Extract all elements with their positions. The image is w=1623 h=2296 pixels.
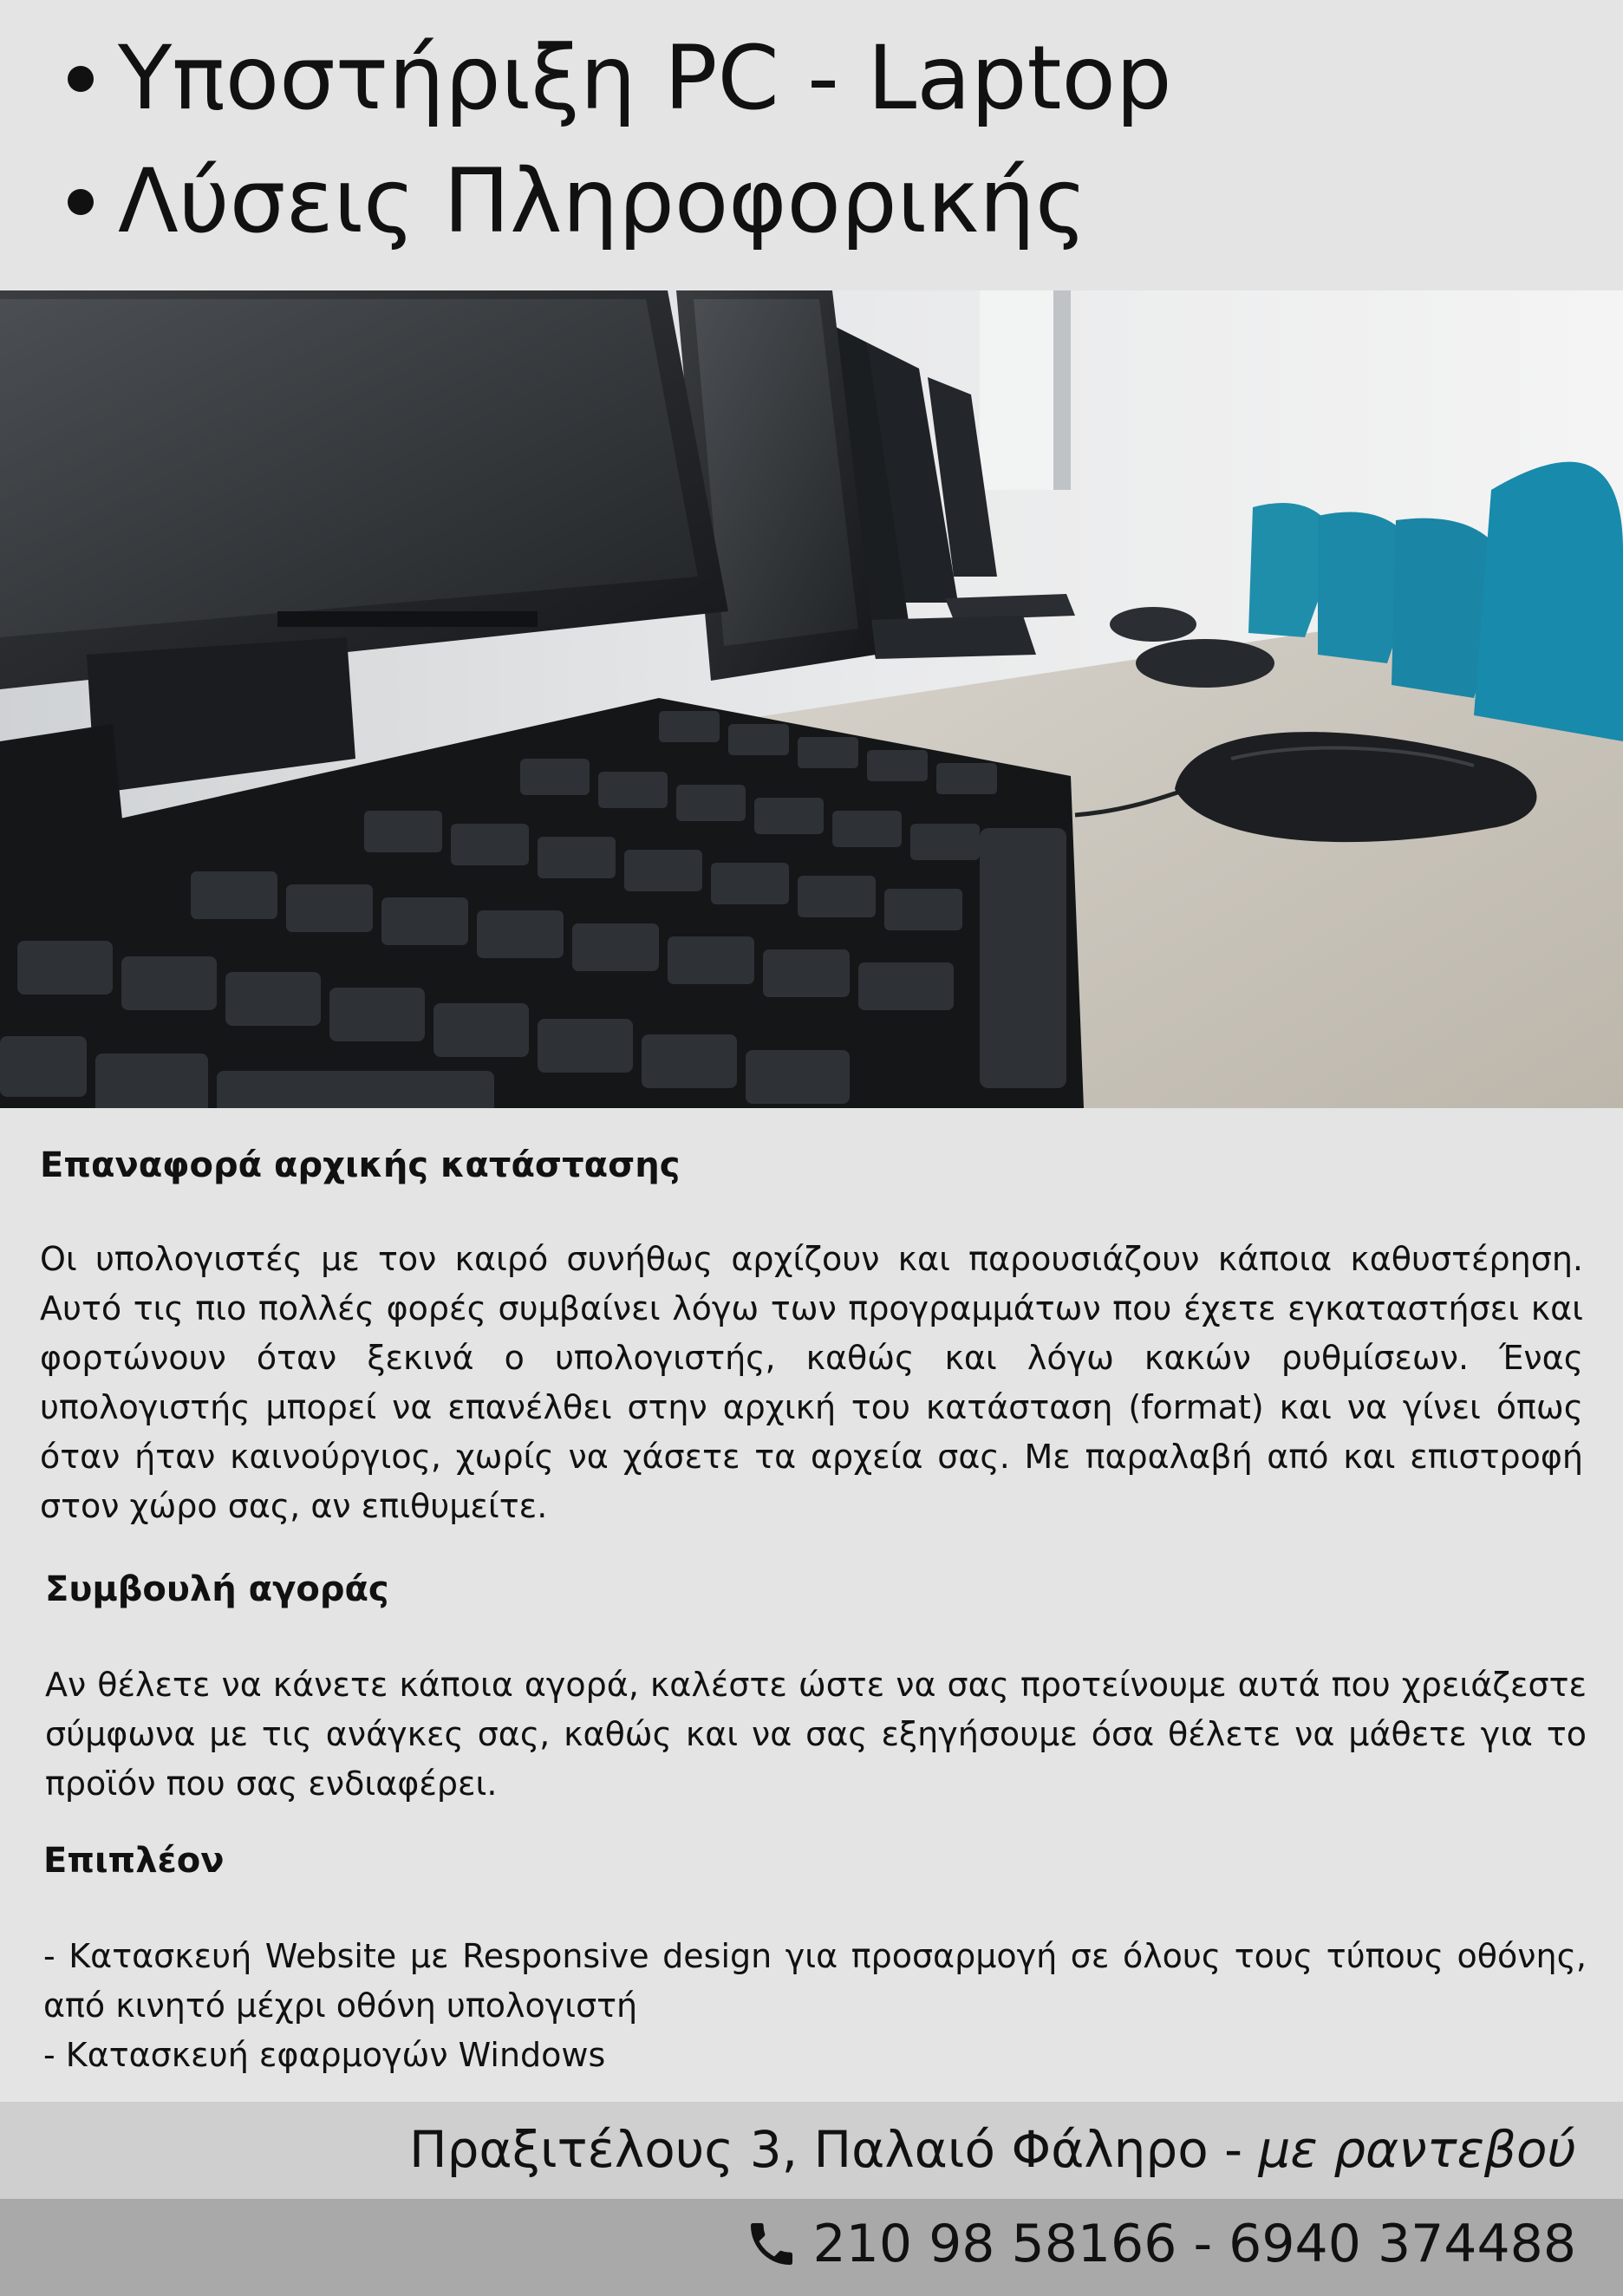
section-text-reset: Οι υπολογιστές με τον καιρό συνήθως αρχίζουν και παρουσιάζουν κάποια καθυστέρηση. Αυτό τις πιο πολλές φορές συμβαίνει λόγω των προγραμμάτων που έχετε εγκαταστήσει και φορτώνουν όταν ξεκινά ο υπολογιστής, καθώς και λόγω κακών ρυθμίσεων. Ένας υπολογιστής μπορεί να επανέλθει στην αρχική του κατάσταση (format) και να γίνει όπως όταν ήταν καινούργιος, χωρίς να χάσετε τα αρχεία σας. Με παραλαβή από και επιστροφή στον χώρο σας, αν επιθυμείτε.: [40, 1240, 1583, 1525]
appointment-note: με ραντεβού: [1258, 2120, 1576, 2179]
phone-numbers: [744, 2216, 1577, 2272]
header-bullet-1: [68, 27, 1172, 130]
extra-item-website: - Κατασκευή Website με Responsive design για προσαρμογή σε όλους τους τύπους οθόνης, από κινητό μέχρι οθόνη υπολογιστή: [43, 1937, 1587, 2025]
bullet-dot-icon: [68, 189, 94, 215]
header-bullet-2-text: Λύσεις Πληροφορικής: [118, 150, 1087, 253]
section-text-purchase: Αν θέλετε να κάνετε κάποια αγορά, καλέστε ώστε να σας προτείνουμε αυτά που χρειάζεστε σύμφωνα με τις ανάγκες σας, καθώς και να σας εξηγήσουμε όσα θέλετε να μάθετε για το προϊόν που σας ενδιαφέρει.: [45, 1666, 1587, 1803]
phone-icon: [744, 2216, 799, 2272]
computer-lab-photo: [0, 290, 1623, 1108]
phone-numbers-text: 210 98 58166 - 6940 374488: [812, 2214, 1576, 2274]
header-bullet-2: [68, 150, 1087, 253]
header-bullet-1-text: Υποστήριξη PC - Laptop: [118, 27, 1172, 130]
header: [0, 0, 1623, 290]
extra-item-windows-apps: - Κατασκευή εφαρμογών Windows: [43, 2036, 606, 2074]
section-heading-extra: Επιπλέον: [43, 1841, 225, 1881]
section-heading-purchase: Συμβουλή αγοράς: [45, 1569, 389, 1609]
bullet-dot-icon: [68, 66, 94, 92]
computer-lab-illustration: [0, 290, 1623, 1108]
section-heading-reset: Επαναφορά αρχικής κατάστασης: [40, 1145, 681, 1185]
address: [408, 2120, 1576, 2179]
address-text: Πραξιτέλους 3, Παλαιό Φάληρο -: [408, 2120, 1243, 2179]
